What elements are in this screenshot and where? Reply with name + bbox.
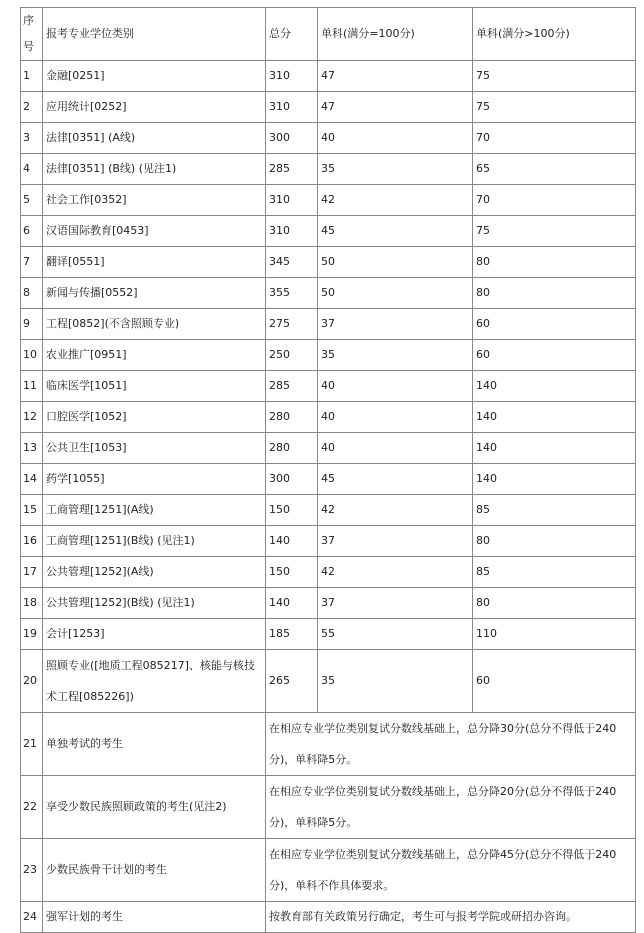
table-row xyxy=(21,650,636,713)
row-single-100: 37 xyxy=(318,588,473,619)
table-row xyxy=(21,247,636,278)
row-index: 13 xyxy=(21,433,43,464)
row-index: 7 xyxy=(21,247,43,278)
table-row xyxy=(21,464,636,495)
row-category: 农业推广[0951] xyxy=(43,340,266,371)
row-single-100: 35 xyxy=(318,340,473,371)
row-index: 10 xyxy=(21,340,43,371)
table-row xyxy=(21,216,636,247)
row-category: 工程[0852](不含照顾专业) xyxy=(43,309,266,340)
row-index: 15 xyxy=(21,495,43,526)
row-single-gt100: 140 xyxy=(473,371,636,402)
row-single-gt100: 80 xyxy=(473,588,636,619)
row-single-100: 45 xyxy=(318,464,473,495)
row-single-gt100: 85 xyxy=(473,557,636,588)
row-total: 300 xyxy=(266,123,318,154)
row-total: 140 xyxy=(266,526,318,557)
row-category: 应用统计[0252] xyxy=(43,92,266,123)
header-single-100: 单科(满分=100分) xyxy=(318,8,473,61)
row-total: 150 xyxy=(266,557,318,588)
row-category: 工商管理[1251](B线) (见注1) xyxy=(43,526,266,557)
row-total: 280 xyxy=(266,402,318,433)
row-single-gt100: 70 xyxy=(473,185,636,216)
row-single-100: 50 xyxy=(318,278,473,309)
table-row xyxy=(21,185,636,216)
table-row xyxy=(21,433,636,464)
row-single-gt100: 75 xyxy=(473,92,636,123)
row-category: 会计[1253] xyxy=(43,619,266,650)
row-category: 法律[0351] (B线) (见注1) xyxy=(43,154,266,185)
row-total: 310 xyxy=(266,61,318,92)
row-single-gt100: 60 xyxy=(473,650,636,713)
table-row xyxy=(21,526,636,557)
row-index: 20 xyxy=(21,650,43,713)
row-single-gt100: 80 xyxy=(473,526,636,557)
row-index: 18 xyxy=(21,588,43,619)
row-single-100: 35 xyxy=(318,650,473,713)
row-total: 185 xyxy=(266,619,318,650)
row-total: 355 xyxy=(266,278,318,309)
row-total: 140 xyxy=(266,588,318,619)
row-rule: 在相应专业学位类别复试分数线基础上，总分降20分(总分不得低于240分)，单科降5分。 xyxy=(266,776,636,839)
header-category: 报考专业学位类别 xyxy=(43,8,266,61)
row-category: 公共卫生[1053] xyxy=(43,433,266,464)
table-row xyxy=(21,557,636,588)
row-total: 345 xyxy=(266,247,318,278)
header-index: 序号 xyxy=(21,8,43,61)
special-row xyxy=(21,839,636,902)
table-row xyxy=(21,340,636,371)
row-single-100: 42 xyxy=(318,185,473,216)
row-category: 工商管理[1251](A线) xyxy=(43,495,266,526)
header-total: 总分 xyxy=(266,8,318,61)
special-row xyxy=(21,713,636,776)
row-category: 享受少数民族照顾政策的考生(见注2) xyxy=(43,776,266,839)
row-rule: 在相应专业学位类别复试分数线基础上，总分降30分(总分不得低于240分)，单科降5分。 xyxy=(266,713,636,776)
row-single-gt100: 70 xyxy=(473,123,636,154)
row-index: 4 xyxy=(21,154,43,185)
row-category: 金融[0251] xyxy=(43,61,266,92)
row-index: 9 xyxy=(21,309,43,340)
row-rule: 在相应专业学位类别复试分数线基础上，总分降45分(总分不得低于240分)，单科不作具体要求。 xyxy=(266,839,636,902)
row-single-100: 42 xyxy=(318,557,473,588)
row-total: 285 xyxy=(266,371,318,402)
row-category: 口腔医学[1052] xyxy=(43,402,266,433)
table-row xyxy=(21,402,636,433)
row-single-100: 50 xyxy=(318,247,473,278)
row-category: 公共管理[1252](A线) xyxy=(43,557,266,588)
row-index: 21 xyxy=(21,713,43,776)
row-index: 17 xyxy=(21,557,43,588)
row-index: 22 xyxy=(21,776,43,839)
row-category: 药学[1055] xyxy=(43,464,266,495)
row-category: 法律[0351] (A线) xyxy=(43,123,266,154)
table-header-row xyxy=(21,8,636,61)
row-single-100: 47 xyxy=(318,61,473,92)
row-category: 少数民族骨干计划的考生 xyxy=(43,839,266,902)
row-category: 汉语国际教育[0453] xyxy=(43,216,266,247)
row-category: 公共管理[1252](B线) (见注1) xyxy=(43,588,266,619)
row-index: 23 xyxy=(21,839,43,902)
row-single-100: 55 xyxy=(318,619,473,650)
row-index: 2 xyxy=(21,92,43,123)
row-total: 310 xyxy=(266,92,318,123)
row-single-gt100: 140 xyxy=(473,464,636,495)
row-index: 1 xyxy=(21,61,43,92)
row-single-100: 45 xyxy=(318,216,473,247)
row-single-100: 40 xyxy=(318,402,473,433)
row-index: 12 xyxy=(21,402,43,433)
row-index: 19 xyxy=(21,619,43,650)
row-single-gt100: 60 xyxy=(473,340,636,371)
table-row xyxy=(21,588,636,619)
row-single-100: 37 xyxy=(318,526,473,557)
row-total: 310 xyxy=(266,185,318,216)
row-index: 14 xyxy=(21,464,43,495)
row-single-gt100: 110 xyxy=(473,619,636,650)
row-single-100: 37 xyxy=(318,309,473,340)
row-total: 285 xyxy=(266,154,318,185)
table-row xyxy=(21,154,636,185)
row-total: 280 xyxy=(266,433,318,464)
row-single-100: 40 xyxy=(318,433,473,464)
row-category: 单独考试的考生 xyxy=(43,713,266,776)
row-category: 照顾专业([地质工程085217]、核能与核技术工程[085226]) xyxy=(43,650,266,713)
row-category: 临床医学[1051] xyxy=(43,371,266,402)
row-total: 275 xyxy=(266,309,318,340)
row-single-gt100: 80 xyxy=(473,278,636,309)
row-rule: 按教育部有关政策另行确定，考生可与报考学院或研招办咨询。 xyxy=(266,902,636,933)
table-row xyxy=(21,309,636,340)
special-row xyxy=(21,776,636,839)
table-row xyxy=(21,92,636,123)
row-index: 16 xyxy=(21,526,43,557)
row-single-gt100: 65 xyxy=(473,154,636,185)
row-single-gt100: 80 xyxy=(473,247,636,278)
row-index: 8 xyxy=(21,278,43,309)
table-row xyxy=(21,495,636,526)
row-single-100: 47 xyxy=(318,92,473,123)
row-index: 24 xyxy=(21,902,43,933)
row-single-100: 42 xyxy=(318,495,473,526)
table-row xyxy=(21,371,636,402)
row-single-100: 35 xyxy=(318,154,473,185)
row-index: 6 xyxy=(21,216,43,247)
table-row xyxy=(21,619,636,650)
table-row xyxy=(21,61,636,92)
row-single-gt100: 75 xyxy=(473,216,636,247)
row-total: 250 xyxy=(266,340,318,371)
row-single-100: 40 xyxy=(318,371,473,402)
row-index: 11 xyxy=(21,371,43,402)
table-row xyxy=(21,278,636,309)
special-row xyxy=(21,902,636,933)
row-category: 强军计划的考生 xyxy=(43,902,266,933)
row-index: 3 xyxy=(21,123,43,154)
row-category: 新闻与传播[0552] xyxy=(43,278,266,309)
row-single-gt100: 75 xyxy=(473,61,636,92)
table-row xyxy=(21,123,636,154)
row-total: 150 xyxy=(266,495,318,526)
row-single-gt100: 85 xyxy=(473,495,636,526)
row-single-gt100: 60 xyxy=(473,309,636,340)
row-total: 265 xyxy=(266,650,318,713)
row-single-100: 40 xyxy=(318,123,473,154)
row-total: 300 xyxy=(266,464,318,495)
row-category: 社会工作[0352] xyxy=(43,185,266,216)
score-table xyxy=(20,7,636,933)
row-single-gt100: 140 xyxy=(473,433,636,464)
header-single-gt100: 单科(满分>100分) xyxy=(473,8,636,61)
row-single-gt100: 140 xyxy=(473,402,636,433)
row-index: 5 xyxy=(21,185,43,216)
row-total: 310 xyxy=(266,216,318,247)
row-category: 翻译[0551] xyxy=(43,247,266,278)
